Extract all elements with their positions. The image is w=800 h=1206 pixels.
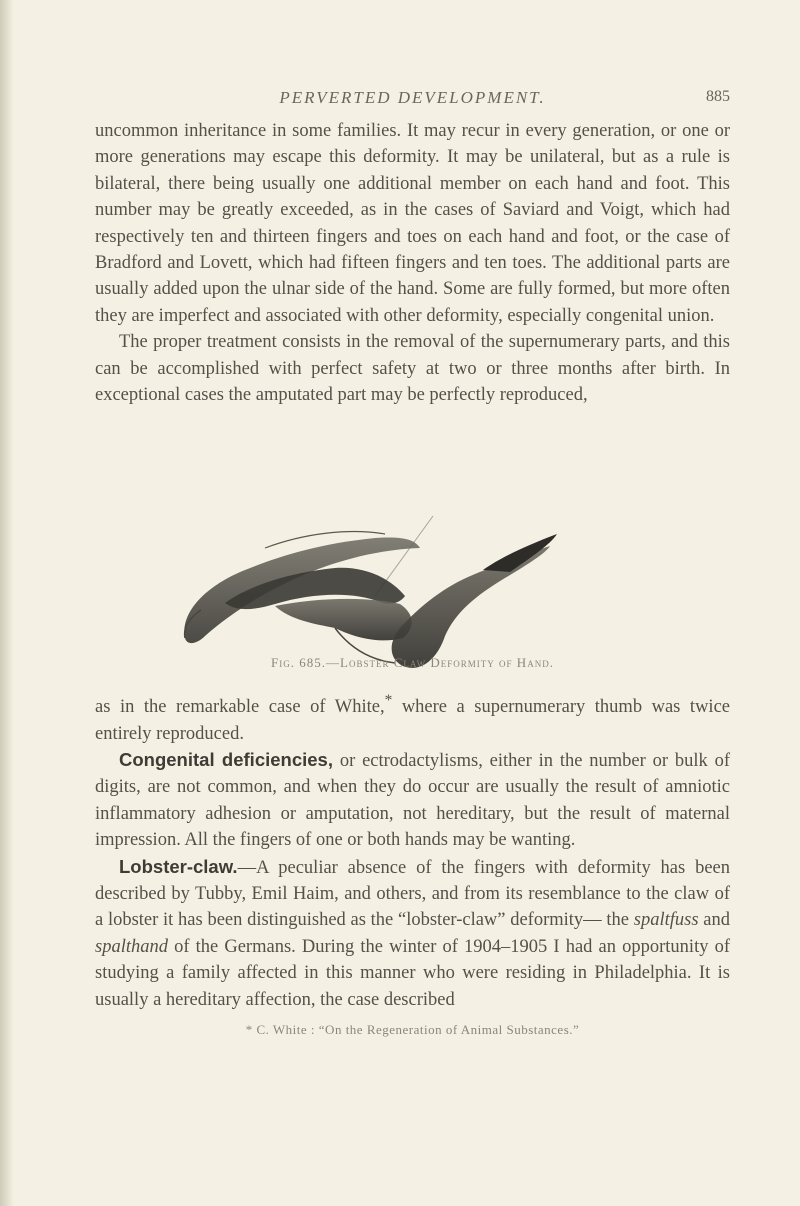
term-spalthand: spalthand: [95, 936, 168, 957]
page-header: [95, 88, 730, 116]
lobster-text-b: and: [698, 910, 730, 931]
footnote: * C. White : “On the Regeneration of Animal Substances.”: [245, 1022, 580, 1037]
continuation-text: as in the remarkable case of White,: [95, 697, 385, 718]
paragraph-inheritance: uncommon inheritance in some families. It may recur in every generation, or one or more generations may escape this deformity. It may be unilateral, but as a rule is bilateral, there being usually one additional member on each hand and foot. This number may be greatly exceeded, as in the cases of Saviard and Voigt, which had respectively ten and thirteen fingers and toes on each hand and foot, or the case of Bradford and Lovett, which had fifteen fingers and ten toes. The additional parts are usually added upon the ulnar side of the hand. Some are fully formed, but more often they are imperfect and associated with other deformity, especially congenital union.: [95, 121, 730, 326]
congenital-text: or ectrodactylisms, either in the number or bulk of digits, are not common, and when they do occur are usually the result of amniotic inflammatory adhesion or amputation, not hereditary, but the result of maternal impression. All the fingers of one or both hands may be wanting.: [95, 750, 731, 851]
paragraph-continuation: [95, 688, 730, 747]
lobster-text-c: of the Germans. During the winter of 1904–1905 I had an opportunity of studying a family affected in this manner who were residing in Philadelphia. It is usually a hereditary affection, the case described: [95, 936, 730, 1010]
paragraph-lobster-claw: [95, 854, 730, 1013]
body-text-bottom: [95, 688, 730, 1013]
body-text-top: [95, 118, 730, 408]
runin-heading-congenital: Congenital deficiencies,: [119, 748, 333, 770]
running-title: PERVERTED DEVELOPMENT.: [279, 88, 546, 107]
page-number: 885: [706, 88, 730, 105]
footnote-mark: *: [384, 692, 393, 709]
continuation-text-end: where a supernumerary thumb was twice entirely reproduced.: [95, 697, 730, 744]
runin-heading-lobster: Lobster-claw.: [119, 855, 238, 877]
figure-lobster-claw: [165, 478, 575, 678]
figure-caption: Fig. 685.—Lobster Claw Deformity of Hand.: [271, 655, 554, 670]
paragraph-congenital-deficiencies: [95, 747, 730, 854]
lobster-text-a: —A peculiar absence of the fingers with deformity has been described by Tubby, Emil Haim, and others, and from its resemblance to the claw of a lobster it has been distinguished as the “lobster-claw” deformity— the: [95, 857, 730, 931]
paragraph-treatment: The proper treatment consists in the removal of the supernumerary parts, and this can be accomplished with perfect safety at two or three months after birth. In exceptional cases the amputated part may be perfectly reproduced,: [95, 332, 730, 406]
term-spaltfuss: spaltfuss: [633, 910, 699, 931]
lobster-claw-hand-illustration: [165, 478, 575, 678]
page-gutter-shadow: [0, 0, 14, 1206]
